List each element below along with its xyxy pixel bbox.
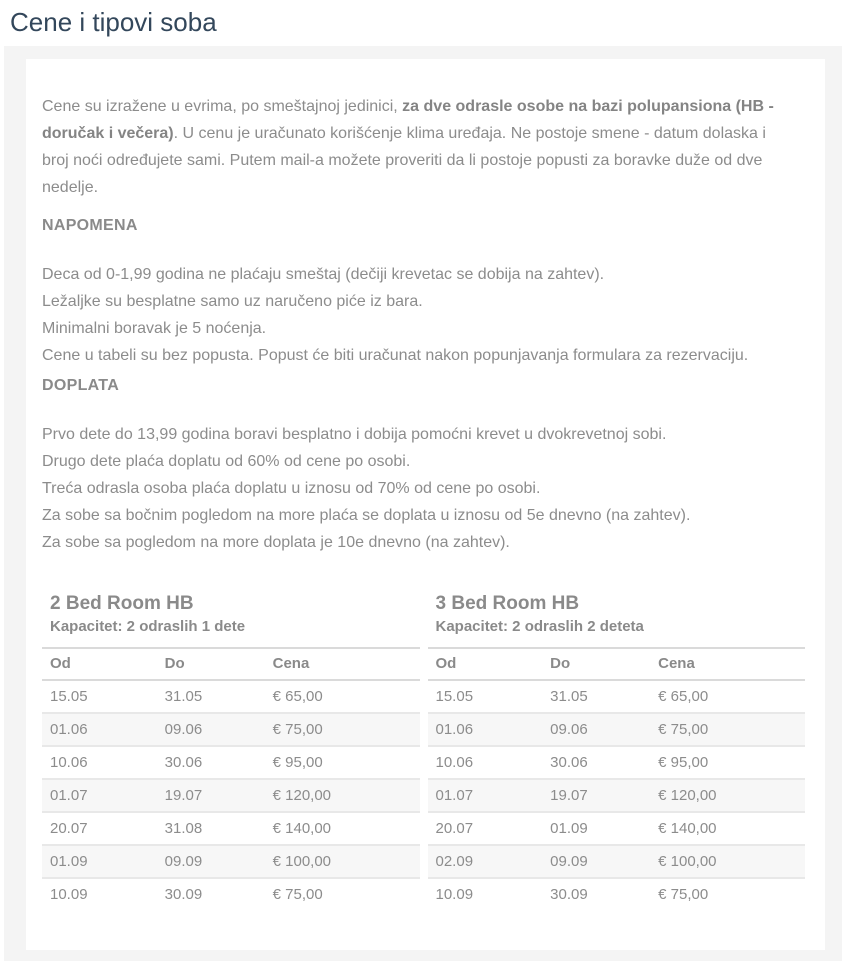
table-row: [42, 812, 420, 845]
table-row: [428, 845, 806, 878]
price-tables-section: [42, 592, 805, 910]
header-row: [42, 648, 420, 680]
table-row: [42, 680, 420, 713]
content-panel: [4, 46, 842, 961]
cell-do: 19.07: [157, 779, 265, 812]
cell-cena: € 140,00: [265, 812, 420, 845]
cell-cena: € 140,00: [650, 812, 805, 845]
note-line: Za sobe sa bočnim pogledom na more plaća se doplata u iznosu od 5e dnevno (na zahtev).: [42, 507, 691, 524]
cell-do: 09.09: [157, 845, 265, 878]
cell-do: 09.06: [542, 713, 650, 746]
cell-cena: € 95,00: [265, 746, 420, 779]
cell-od: 15.05: [428, 680, 543, 713]
cell-do: 30.06: [157, 746, 265, 779]
note-line: Prvo dete do 13,99 godina boravi besplatno i dobija pomoćni krevet u dvokrevetnoj sobi.: [42, 426, 667, 443]
cell-cena: € 75,00: [272, 886, 323, 903]
cell-od: 10.09: [50, 886, 88, 903]
cell-od: 01.07: [428, 779, 543, 812]
note-line: Minimalni boravak je 5 noćenja.: [42, 320, 267, 337]
cell-od: 10.06: [428, 746, 543, 779]
cell-do: 31.05: [542, 680, 650, 713]
note-line: Za sobe sa pogledom na more doplata je 10e dnevno (na zahtev).: [42, 534, 510, 551]
cell-cena: € 75,00: [650, 713, 805, 746]
cell-od: 02.09: [428, 845, 543, 878]
cell-cena: € 120,00: [650, 779, 805, 812]
intro-paragraph: [42, 93, 805, 201]
cell-od: 15.05: [42, 680, 157, 713]
table-row: [428, 713, 806, 746]
note-line: Ležaljke su besplatne samo uz naručeno piće iz bara.: [42, 293, 423, 310]
cell-od: 01.07: [42, 779, 157, 812]
note-line: Cene u tabeli su bez popusta. Popust će biti uračunat nakon popunjavanja formulara za rezervaciju.: [42, 347, 749, 364]
table-row: [428, 812, 806, 845]
cell-cena: € 95,00: [650, 746, 805, 779]
intro-text-start: Cene su izražene u evrima, po smeštajnoj jedinici,: [42, 98, 403, 115]
cell-do: 19.07: [542, 779, 650, 812]
cell-od: 01.06: [428, 713, 543, 746]
column-header: Do: [157, 648, 265, 680]
cell-od: 01.06: [42, 713, 157, 746]
header-row: [428, 648, 806, 680]
price-table: [428, 647, 806, 910]
cell-do: 30.09: [550, 886, 588, 903]
cell-cena: € 120,00: [265, 779, 420, 812]
column-header: Cena: [650, 648, 805, 680]
column-header: Do: [542, 648, 650, 680]
cell-do: 31.08: [157, 812, 265, 845]
price-table: [42, 647, 420, 910]
cell-cena: € 100,00: [650, 845, 805, 878]
room-table-3bed: [428, 592, 806, 910]
room-title: 2 Bed Room HB: [50, 593, 194, 614]
cell-do: 09.09: [542, 845, 650, 878]
cell-do: 31.05: [157, 680, 265, 713]
cell-cena: € 100,00: [265, 845, 420, 878]
doplata-list: [42, 421, 805, 556]
cell-do: 30.09: [164, 886, 203, 903]
column-header: Od: [42, 648, 157, 680]
cell-cena: € 75,00: [265, 713, 420, 746]
cell-cena: € 75,00: [658, 886, 709, 903]
room-capacity: Kapacitet: 2 odraslih 2 deteta: [435, 618, 644, 635]
table-row: [42, 746, 420, 779]
napomena-heading: NAPOMENA: [42, 217, 138, 234]
content-card: [26, 59, 825, 950]
cell-od: 10.09: [435, 886, 474, 903]
note-line: Drugo dete plaća doplatu od 60% od cene po osobi.: [42, 453, 411, 470]
cell-do: 09.06: [157, 713, 265, 746]
table-row: [428, 680, 806, 713]
column-header: Cena: [265, 648, 420, 680]
intro-text-end: . U cenu je uračunato korišćenje klima uređaja. Ne postoje smene - datum dolaska i broj noći određujete sami. Putem mail-a možete proveriti da li postoje popusti za boravke duže od dve nedelje.: [42, 125, 766, 196]
table-row: [428, 779, 806, 812]
cell-od: 20.07: [42, 812, 157, 845]
table-row: [42, 779, 420, 812]
cell-cena: € 65,00: [265, 680, 420, 713]
table-row: [42, 713, 420, 746]
cell-do: 01.09: [542, 812, 650, 845]
table-row: [428, 878, 806, 910]
note-line: Deca od 0-1,99 godina ne plaćaju smeštaj (dečiji krevetac se dobija na zahtev).: [42, 266, 605, 283]
column-header: Od: [428, 648, 543, 680]
napomena-list: [42, 261, 805, 369]
note-line: Treća odrasla osoba plaća doplatu u iznosu od 70% od cene po osobi.: [42, 480, 541, 497]
cell-cena: € 65,00: [650, 680, 805, 713]
table-row: [428, 746, 806, 779]
room-table-2bed: [42, 592, 420, 910]
cell-od: 01.09: [42, 845, 157, 878]
room-capacity: Kapacitet: 2 odraslih 1 dete: [50, 618, 246, 635]
doplata-heading: DOPLATA: [42, 377, 120, 394]
table-row: [42, 845, 420, 878]
room-title: 3 Bed Room HB: [435, 593, 580, 614]
page-title: Cene i tipovi soba: [10, 7, 217, 37]
cell-od: 20.07: [428, 812, 543, 845]
cell-od: 10.06: [42, 746, 157, 779]
intro-text-bold: za dve odrasle osobe na bazi polupansiona (HB - doručak i večera): [42, 98, 774, 142]
table-row: [42, 878, 420, 910]
cell-do: 30.06: [542, 746, 650, 779]
